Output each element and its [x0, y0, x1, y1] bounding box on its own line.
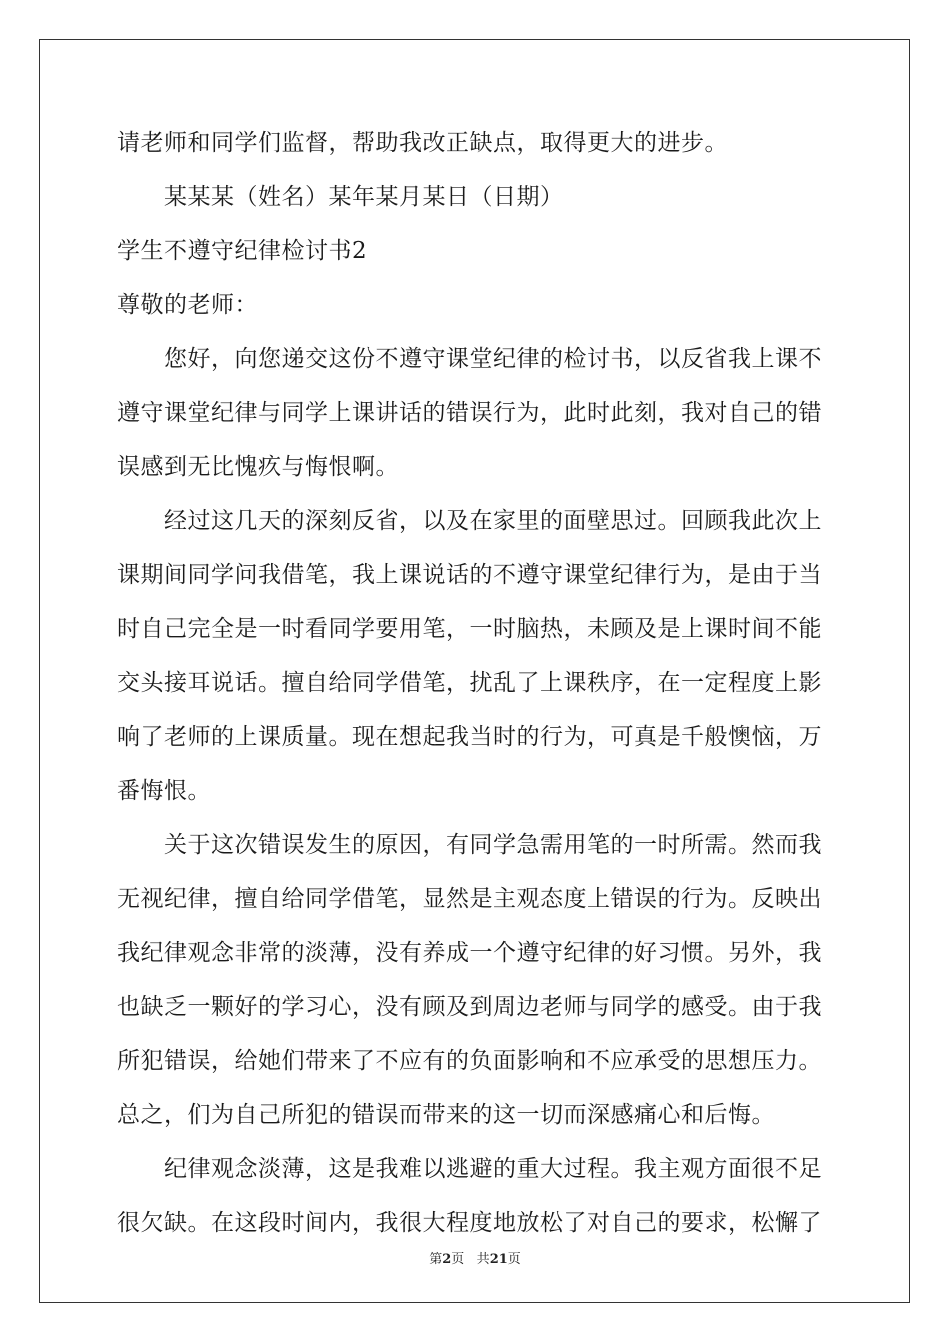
salutation: 尊敬的老师：	[117, 292, 258, 318]
text-line: 很欠缺。在这段时间内，我很大程度地放松了对自己的要求，松懈了	[117, 1210, 822, 1236]
signature-line: 某某某（姓名）某年某月某日（日期）	[164, 184, 564, 210]
page-footer	[0, 1248, 950, 1267]
footer-page-suffix: 页	[451, 1252, 465, 1267]
text-line: 交头接耳说话。擅自给同学借笔，扰乱了上课秩序，在一定程度上影	[117, 670, 822, 696]
text-line: 响了老师的上课质量。现在想起我当时的行为，可真是千般懊恼，万	[117, 724, 822, 750]
section-title: 学生不遵守纪律检讨书2	[117, 238, 368, 264]
text-line: 误感到无比愧疚与悔恨啊。	[117, 454, 399, 480]
text-line: 所犯错误，给她们带来了不应有的负面影响和不应承受的思想压力。	[117, 1048, 822, 1074]
current-page-number: 2	[442, 1252, 452, 1267]
text-line: 经过这几天的深刻反省，以及在家里的面壁思过。回顾我此次上	[164, 508, 822, 534]
total-page-count: 21	[489, 1252, 508, 1267]
text-line: 番悔恨。	[117, 778, 211, 804]
footer-prefix: 第	[429, 1252, 443, 1267]
text-line: 我纪律观念非常的淡薄，没有养成一个遵守纪律的好习惯。另外，我	[117, 940, 822, 966]
text-line: 课期间同学问我借笔，我上课说话的不遵守课堂纪律行为，是由于当	[117, 562, 822, 588]
text-line: 您好，向您递交这份不遵守课堂纪律的检讨书，以反省我上课不	[164, 346, 822, 372]
text-line: 遵守课堂纪律与同学上课讲话的错误行为，此时此刻，我对自己的错	[117, 400, 822, 426]
text-line: 关于这次错误发生的原因，有同学急需用笔的一时所需。然而我	[164, 832, 822, 858]
text-line: 时自己完全是一时看同学要用笔，一时脑热，未顾及是上课时间不能	[117, 616, 822, 642]
text-line: 也缺乏一颗好的学习心，没有顾及到周边老师与同学的感受。由于我	[117, 994, 822, 1020]
text-line: 总之，们为自己所犯的错误而带来的这一切而深感痛心和后悔。	[117, 1102, 775, 1128]
footer-total-prefix: 共	[476, 1252, 490, 1267]
text-line: 纪律观念淡薄，这是我难以逃避的重大过程。我主观方面很不足	[164, 1156, 822, 1182]
text-line: 请老师和同学们监督，帮助我改正缺点，取得更大的进步。	[117, 130, 728, 156]
footer-total-suffix: 页	[507, 1252, 521, 1267]
text-line: 无视纪律，擅自给同学借笔，显然是主观态度上错误的行为。反映出	[117, 886, 822, 912]
